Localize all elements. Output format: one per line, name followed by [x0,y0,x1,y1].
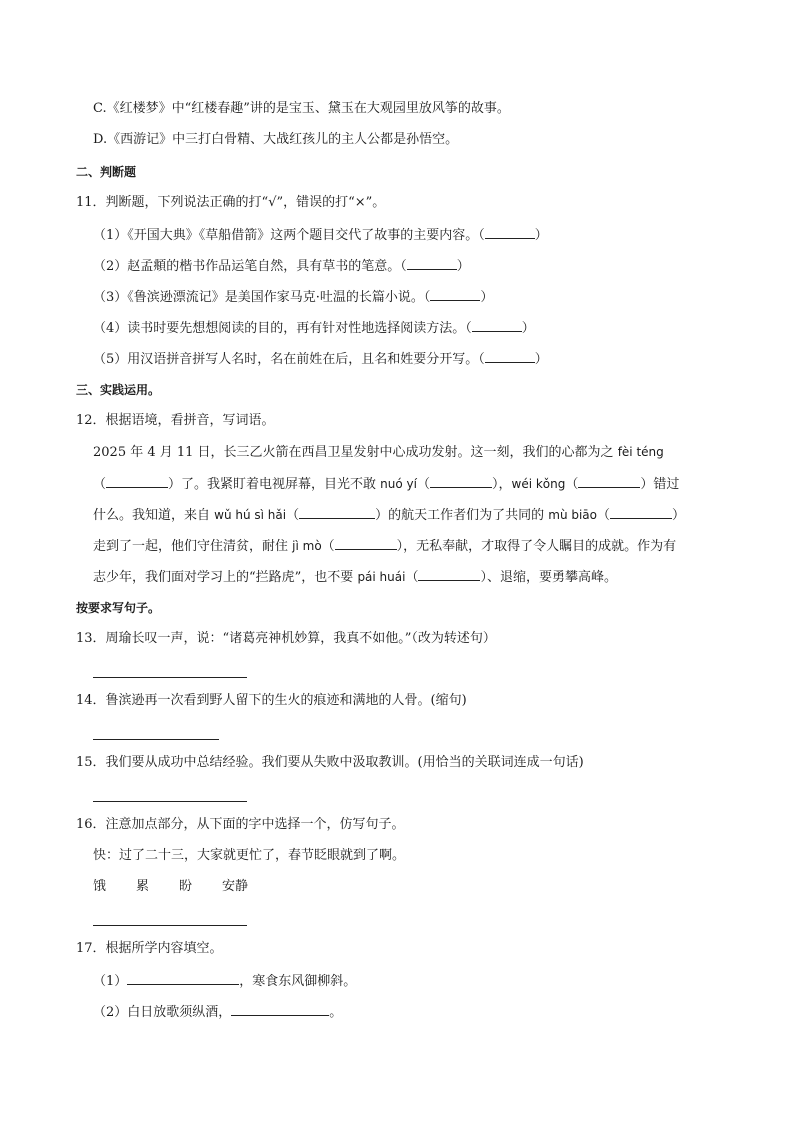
q16-stem: 16．注意加点部分，从下面的字中选择一个，仿写句子。 [76,817,405,832]
pinyin-ji-mo: jì mò [292,539,322,553]
answer-blank[interactable] [418,567,480,581]
q17-item-2: （2）白日放歌须纵酒， 。 [93,1002,342,1022]
q17-stem: 17．根据所学内容填空。 [76,941,223,956]
q16-answer-line[interactable] [93,925,247,926]
q11-item-1: （1）《开国大典》《草船借箭》这两个题目交代了故事的主要内容。（ ） [93,225,548,245]
q12-paragraph-line-1: 2025 年 4 月 11 日，长三乙火箭在西昌卫星发射中心成功发射。这一刻，我们的心都为之 fèi téng [93,445,664,460]
answer-blank[interactable] [127,971,239,985]
option-char: 盼 [179,879,193,894]
answer-blank[interactable] [430,287,480,301]
q17-item-1: （1） ，寒食东风御柳斜。 [93,971,356,991]
section-heading-sentences: 按要求写句子。 [76,601,161,615]
q11-item-3: （3）《鲁滨逊漂流记》是美国作家马克·吐温的长篇小说。（ ） [93,287,493,307]
answer-blank[interactable] [231,1002,329,1016]
answer-blank[interactable] [335,536,397,550]
pinyin-fei-teng: fèi téng [617,445,664,459]
answer-blank[interactable] [430,474,492,488]
pinyin-mu-biao: mù biāo [548,508,598,522]
q11-item-2: （2）赵孟頫的楷书作品运笔自然，具有草书的笔意。（ ） [93,256,470,276]
q12-paragraph-line-4: 走到了一起，他们守住清贫，耐住 jì mò（ ），无私奉献，才取得了令人瞩目的成就。作为有 [93,536,676,556]
option-char: 安静 [222,879,249,894]
q10-option-d: D.《西游记》中三打白骨精、大战红孩儿的主人公都是孙悟空。 [93,132,459,147]
pinyin-wu-hu-si-hai: wǔ hú sì hǎi [214,508,287,522]
option-char: 累 [136,879,150,894]
q11-stem: 11．判断题，下列说法正确的打“√”，错误的打“×”。 [76,195,386,210]
q14-stem: 14．鲁滨逊再一次看到野人留下的生火的痕迹和满地的人骨。(缩句) [76,693,467,708]
section-heading-judgement: 二、判断题 [76,165,137,179]
pinyin-nuo-yi: nuó yí [380,477,417,491]
answer-blank[interactable] [485,225,535,239]
pinyin-pai-huai: pái huái [357,570,406,584]
q13-stem: 13．周瑜长叹一声，说：“诸葛亮神机妙算，我真不如他。”（改为转述句） [76,631,496,646]
answer-blank[interactable] [407,256,457,270]
section-heading-practice: 三、实践运用。 [76,383,161,397]
q12-paragraph-line-5: 志少年，我们面对学习上的“拦路虎”，也不要 pái huái（ ）、退缩，要勇攀高峰。 [93,567,617,587]
q10-option-c: C.《红楼梦》中“红楼春趣”讲的是宝玉、黛玉在大观园里放风筝的故事。 [93,101,510,116]
answer-blank[interactable] [106,474,168,488]
q14-answer-line[interactable] [93,739,219,740]
q12-stem: 12．根据语境，看拼音，写词语。 [76,413,275,428]
q11-item-5: （5）用汉语拼音拼写人名时，名在前姓在后，且名和姓要分开写。（ ） [93,349,548,369]
option-char: 饿 [93,879,107,894]
q16-options [93,878,278,896]
pinyin-wei-kong: wéi kǒng [511,477,566,491]
q12-paragraph-line-2: （ ）了。我紧盯着电视屏幕，目光不敢 nuó yí（ ），wéi kǒng（ ）错过 [93,474,679,494]
q11-item-4: （4）读书时要先想想阅读的目的，再有针对性地选择阅读方法。（ ） [93,318,535,338]
answer-blank[interactable] [485,349,535,363]
q15-stem: 15．我们要从成功中总结经验。我们要从失败中汲取教训。(用恰当的关联词连成一句话) [76,755,584,770]
q12-paragraph-line-3: 什么。我知道，来自 wǔ hú sì hǎi（ ）的航天工作者们为了共同的 mù biāo（ ） [93,505,685,525]
answer-blank[interactable] [472,318,522,332]
q13-answer-line[interactable] [93,677,247,678]
answer-blank[interactable] [578,474,640,488]
answer-blank[interactable] [610,505,672,519]
q16-example: 快：过了二十三，大家就更忙了，春节眨眼就到了啊。 [93,848,406,863]
q15-answer-line[interactable] [93,801,247,802]
answer-blank[interactable] [299,505,375,519]
